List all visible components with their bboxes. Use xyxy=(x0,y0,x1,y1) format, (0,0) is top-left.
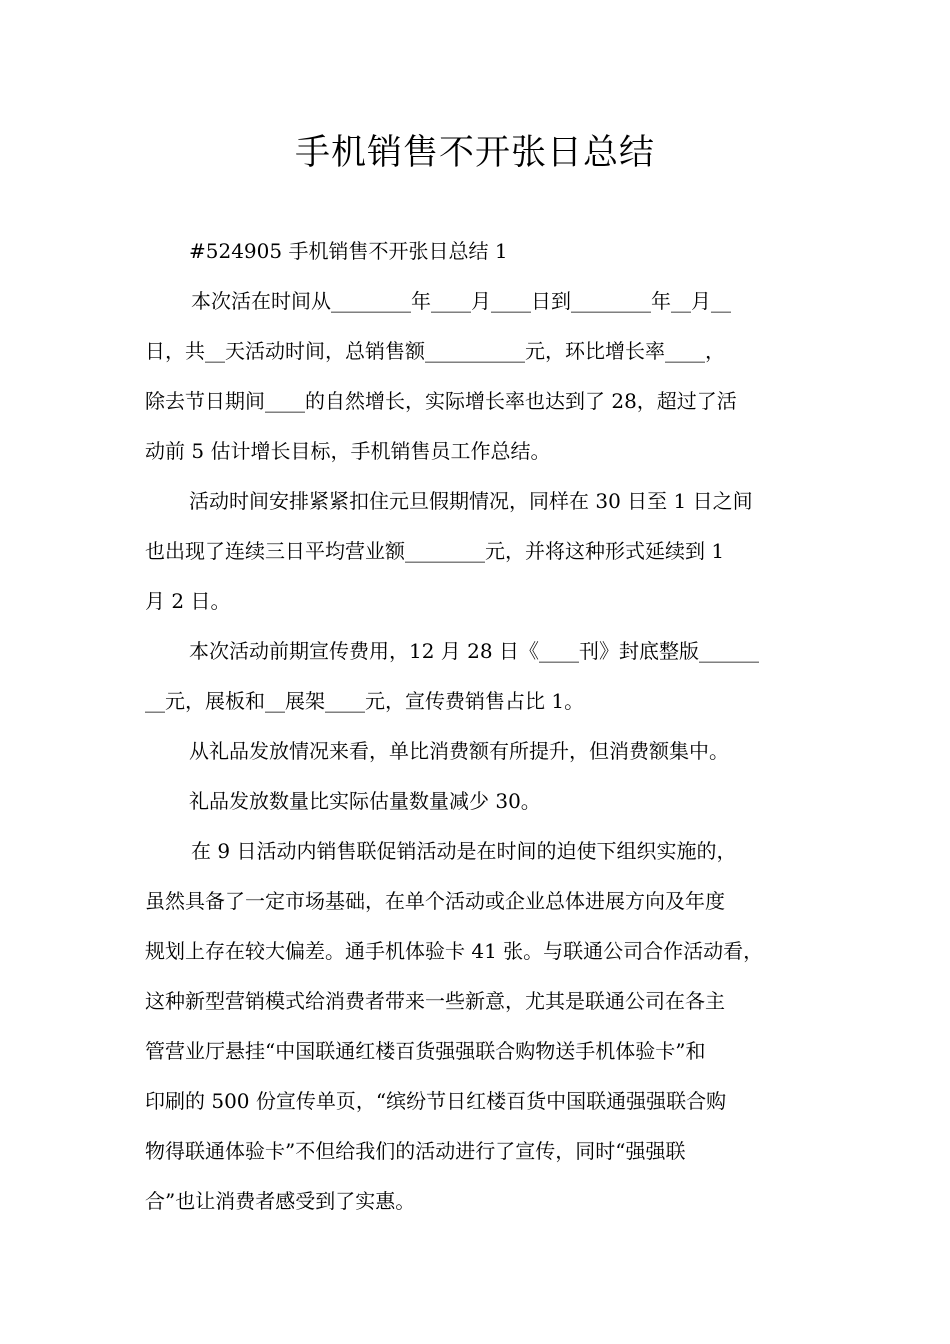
paragraph-line: 在 9 日活动内销售联促销活动是在时间的迫使下组织实施的， xyxy=(191,839,737,863)
paragraph-line: 管营业厅悬挂“中国联通红楼百货强强联合购物送手机体验卡”和 xyxy=(145,1039,706,1063)
paragraph-line: 日，共__天活动时间，总销售额__________元，环比增长率____， xyxy=(145,339,725,363)
page-title: 手机销售不开张日总结 xyxy=(294,133,655,173)
paragraph-line: 本次活在时间从________年____月____日到________年__月__ xyxy=(191,289,731,313)
paragraph-line: 动前 5 估计增长目标，手机销售员工作总结。 xyxy=(145,439,551,463)
paragraph-line: 规划上存在较大偏差。通手机体验卡 41 张。与联通公司合作活动看， xyxy=(145,939,764,963)
paragraph-line: 活动时间安排紧紧扣住元旦假期情况，同样在 30 日至 1 日之间 xyxy=(189,489,753,513)
paragraph-line: 合”也让消费者感受到了实惠。 xyxy=(145,1189,416,1213)
paragraph-line: __元，展板和__展架____元，宣传费销售占比 1。 xyxy=(145,689,585,713)
paragraph-line: #524905 手机销售不开张日总结 1 xyxy=(189,239,508,263)
paragraph-line: 物得联通体验卡”不但给我们的活动进行了宣传，同时“强强联 xyxy=(145,1139,686,1163)
paragraph-line: 印刷的 500 份宣传单页，“缤纷节日红楼百货中国联通强强联合购 xyxy=(145,1089,727,1113)
paragraph-line: 礼品发放数量比实际估量数量减少 30。 xyxy=(189,789,541,813)
document-body xyxy=(145,226,807,1226)
paragraph-line: 这种新型营销模式给消费者带来一些新意，尤其是联通公司在各主 xyxy=(145,989,725,1013)
paragraph-line: 从礼品发放情况来看，单比消费额有所提升，但消费额集中。 xyxy=(189,739,729,763)
paragraph-line: 也出现了连续三日平均营业额________元，并将这种形式延续到 1 xyxy=(145,539,725,563)
paragraph-line: 月 2 日。 xyxy=(145,589,231,613)
paragraph-line: 虽然具备了一定市场基础，在单个活动或企业总体进展方向及年度 xyxy=(145,889,725,913)
paragraph-line: 本次活动前期宣传费用，12 月 28 日《____刊》封底整版______ xyxy=(189,639,759,663)
paragraph-line: 除去节日期间____的自然增长，实际增长率也达到了 28，超过了活 xyxy=(145,389,737,413)
